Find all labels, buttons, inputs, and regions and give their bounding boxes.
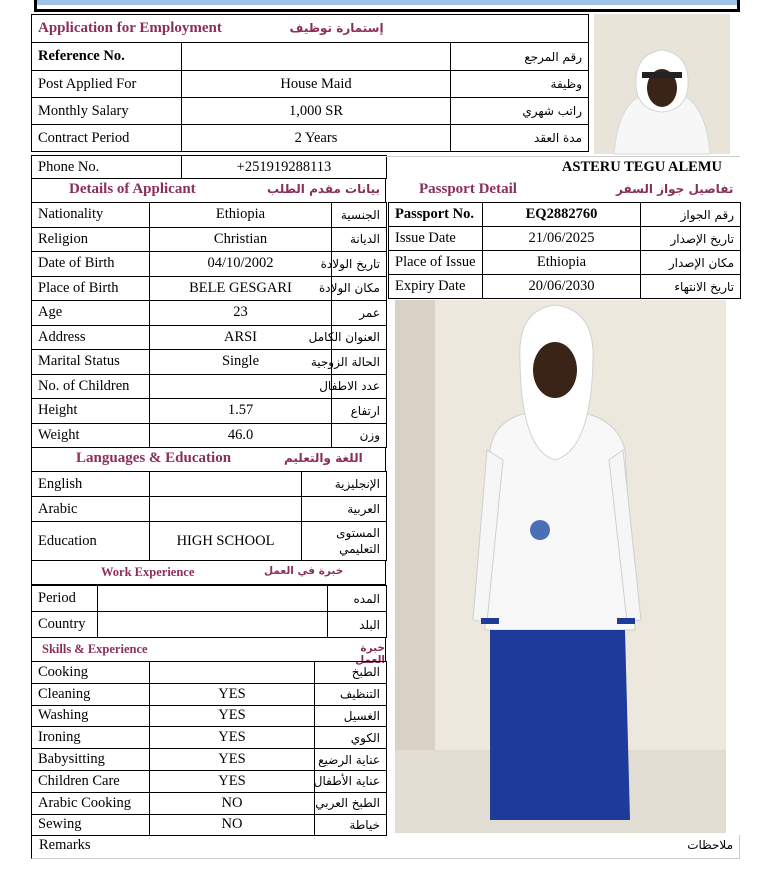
table-row [32, 203, 387, 228]
row-value: YES [150, 727, 315, 749]
row-label-ar: وزن [332, 423, 387, 448]
row-value: Single [150, 350, 332, 375]
table-row [32, 770, 387, 792]
row-label: Issue Date [389, 227, 483, 251]
header-banner [34, 0, 740, 12]
table-row [32, 749, 387, 771]
contract-label-ar: مدة العقد [451, 125, 589, 152]
phone-table [31, 155, 387, 179]
row-label-ar: تاريخ الإصدار [641, 227, 741, 251]
row-value: Ethiopia [150, 203, 332, 228]
table-row [389, 227, 741, 251]
row-value: BELE GESGARI [150, 276, 332, 301]
row-label: Address [32, 325, 150, 350]
row-label-ar: خياطة [315, 814, 387, 836]
table-row [32, 301, 387, 326]
row-value [150, 662, 315, 684]
applicant-full-photo [395, 300, 726, 833]
details-table [31, 202, 387, 448]
table-row [32, 727, 387, 749]
row-label: Washing [32, 705, 150, 727]
row-value: YES [150, 770, 315, 792]
details-header [31, 178, 386, 202]
row-label-ar: الطبخ العربي [315, 792, 387, 814]
work-title: Work Experience [101, 565, 195, 579]
period-label: Period [32, 586, 98, 612]
row-label-ar: الحالة الزوجية [332, 350, 387, 375]
row-label-ar: الكوي [315, 727, 387, 749]
row-label: Cooking [32, 662, 150, 684]
row-value: 21/06/2025 [483, 227, 641, 251]
table-row [32, 683, 387, 705]
row-label-ar: الديانة [332, 227, 387, 252]
row-value: 20/06/2030 [483, 275, 641, 299]
row-label-ar: الغسيل [315, 705, 387, 727]
row-label: Cleaning [32, 683, 150, 705]
education-label-ar: المستوى التعليمي [302, 522, 387, 561]
row-value: Christian [150, 227, 332, 252]
row-label: Place of Issue [389, 251, 483, 275]
skills-title: Skills & Experience [42, 642, 148, 656]
row-value: YES [150, 705, 315, 727]
table-row [32, 522, 387, 561]
row-value: EQ2882760 [483, 203, 641, 227]
post-label: Post Applied For [32, 71, 182, 98]
details-title: Details of Applicant [69, 181, 196, 197]
passport-table [388, 202, 741, 299]
table-row [32, 814, 387, 836]
table-row [32, 705, 387, 727]
applicant-name: ASTERU TEGU ALEMU [386, 156, 740, 178]
full-body-photo [395, 300, 726, 833]
phone-label: Phone No. [32, 156, 182, 179]
row-label: Children Care [32, 770, 150, 792]
row-label-ar: تاريخ الانتهاء [641, 275, 741, 299]
applicant-headshot [594, 14, 730, 154]
languages-header [31, 447, 386, 471]
skills-table [31, 661, 387, 836]
application-title: Application for Employment [38, 20, 222, 36]
row-label-ar: مكان الإصدار [641, 251, 741, 275]
languages-table [31, 471, 387, 561]
education-label: Education [32, 522, 150, 561]
row-label-ar: رقم الجواز [641, 203, 741, 227]
row-value [150, 374, 332, 399]
row-value: 23 [150, 301, 332, 326]
period-label-ar: المده [328, 586, 387, 612]
table-row [32, 497, 387, 522]
languages-title-ar: اللغة والتعليم [284, 451, 363, 465]
education-value: HIGH SCHOOL [150, 522, 302, 561]
table-row [389, 275, 741, 299]
country-label: Country [32, 612, 98, 638]
details-title-ar: بيانات مقدم الطلب [267, 182, 381, 196]
remarks-row [31, 835, 740, 859]
skills-title-ar: خبرة العمل [355, 642, 385, 666]
work-table [31, 585, 387, 638]
row-label-ar: عمر [332, 301, 387, 326]
post-value: House Maid [182, 71, 451, 98]
row-label: Ironing [32, 727, 150, 749]
row-label-ar: عدد الاطفال [332, 374, 387, 399]
application-title-cell [32, 15, 589, 43]
skills-header [31, 637, 386, 666]
row-label-ar: مكان الولادة [332, 276, 387, 301]
english-label: English [32, 472, 150, 497]
row-label-ar: التنظيف [315, 683, 387, 705]
row-label-ar: عناية الرضيع [315, 749, 387, 771]
country-value [98, 612, 328, 638]
table-row [32, 227, 387, 252]
table-row [32, 662, 387, 684]
table-row [32, 98, 589, 125]
table-row [32, 43, 589, 71]
passport-header [386, 178, 740, 202]
row-value: ARSI [150, 325, 332, 350]
salary-label-ar: راتب شهري [451, 98, 589, 125]
row-label-ar: العنوان الكامل [332, 325, 387, 350]
row-value: NO [150, 792, 315, 814]
table-row [32, 252, 387, 277]
table-row [32, 586, 387, 612]
row-label: Passport No. [389, 203, 483, 227]
phone-value: +251919288113 [182, 156, 387, 179]
row-label: Height [32, 399, 150, 424]
row-label: Date of Birth [32, 252, 150, 277]
passport-title: Passport Detail [419, 181, 517, 197]
row-label: Expiry Date [389, 275, 483, 299]
table-row [32, 423, 387, 448]
english-label-ar: الإنجليزية [302, 472, 387, 497]
application-title-ar: إستمارة توظيف [289, 21, 384, 35]
headshot-photo [594, 14, 730, 154]
passport-title-ar: تفاصيل جواز السفر [616, 182, 734, 196]
row-label-ar: الطبخ [315, 662, 387, 684]
table-row [32, 399, 387, 424]
row-label: Religion [32, 227, 150, 252]
row-value: 46.0 [150, 423, 332, 448]
row-value: 1.57 [150, 399, 332, 424]
remarks-label-ar: ملاحظات [687, 838, 733, 852]
period-value [98, 586, 328, 612]
row-label: Sewing [32, 814, 150, 836]
table-row [389, 251, 741, 275]
row-value: NO [150, 814, 315, 836]
work-header [31, 560, 386, 585]
reference-label: Reference No. [32, 43, 182, 71]
row-label-ar: عناية الأطفال [315, 770, 387, 792]
country-label-ar: البلد [328, 612, 387, 638]
table-row [389, 203, 741, 227]
work-title-ar: خبرة في العمل [264, 565, 344, 577]
row-value: Ethiopia [483, 251, 641, 275]
row-label: Marital Status [32, 350, 150, 375]
row-label: Place of Birth [32, 276, 150, 301]
table-row [32, 71, 589, 98]
row-value: 04/10/2002 [150, 252, 332, 277]
top-info-table [31, 14, 589, 152]
row-label-ar: تاريخ الولادة [332, 252, 387, 277]
row-label: Arabic Cooking [32, 792, 150, 814]
row-label: Age [32, 301, 150, 326]
salary-value: 1,000 SR [182, 98, 451, 125]
reference-value [182, 43, 451, 71]
table-row [32, 472, 387, 497]
arabic-value [150, 497, 302, 522]
row-label: Nationality [32, 203, 150, 228]
row-label-ar: الجنسية [332, 203, 387, 228]
contract-label: Contract Period [32, 125, 182, 152]
table-row [32, 276, 387, 301]
table-row [32, 612, 387, 638]
post-label-ar: وظيفة [451, 71, 589, 98]
contract-value: 2 Years [182, 125, 451, 152]
table-row [32, 792, 387, 814]
row-label: No. of Children [32, 374, 150, 399]
table-row [32, 325, 387, 350]
table-row [32, 374, 387, 399]
row-label: Weight [32, 423, 150, 448]
row-label: Babysitting [32, 749, 150, 771]
remarks-label: Remarks [39, 837, 91, 853]
arabic-label: Arabic [32, 497, 150, 522]
languages-title: Languages & Education [76, 450, 232, 466]
table-row [32, 350, 387, 375]
row-value: YES [150, 749, 315, 771]
english-value [150, 472, 302, 497]
row-value: YES [150, 683, 315, 705]
reference-label-ar: رقم المرجع [451, 43, 589, 71]
table-row [32, 125, 589, 152]
row-label-ar: ارتفاع [332, 399, 387, 424]
arabic-label-ar: العربية [302, 497, 387, 522]
salary-label: Monthly Salary [32, 98, 182, 125]
